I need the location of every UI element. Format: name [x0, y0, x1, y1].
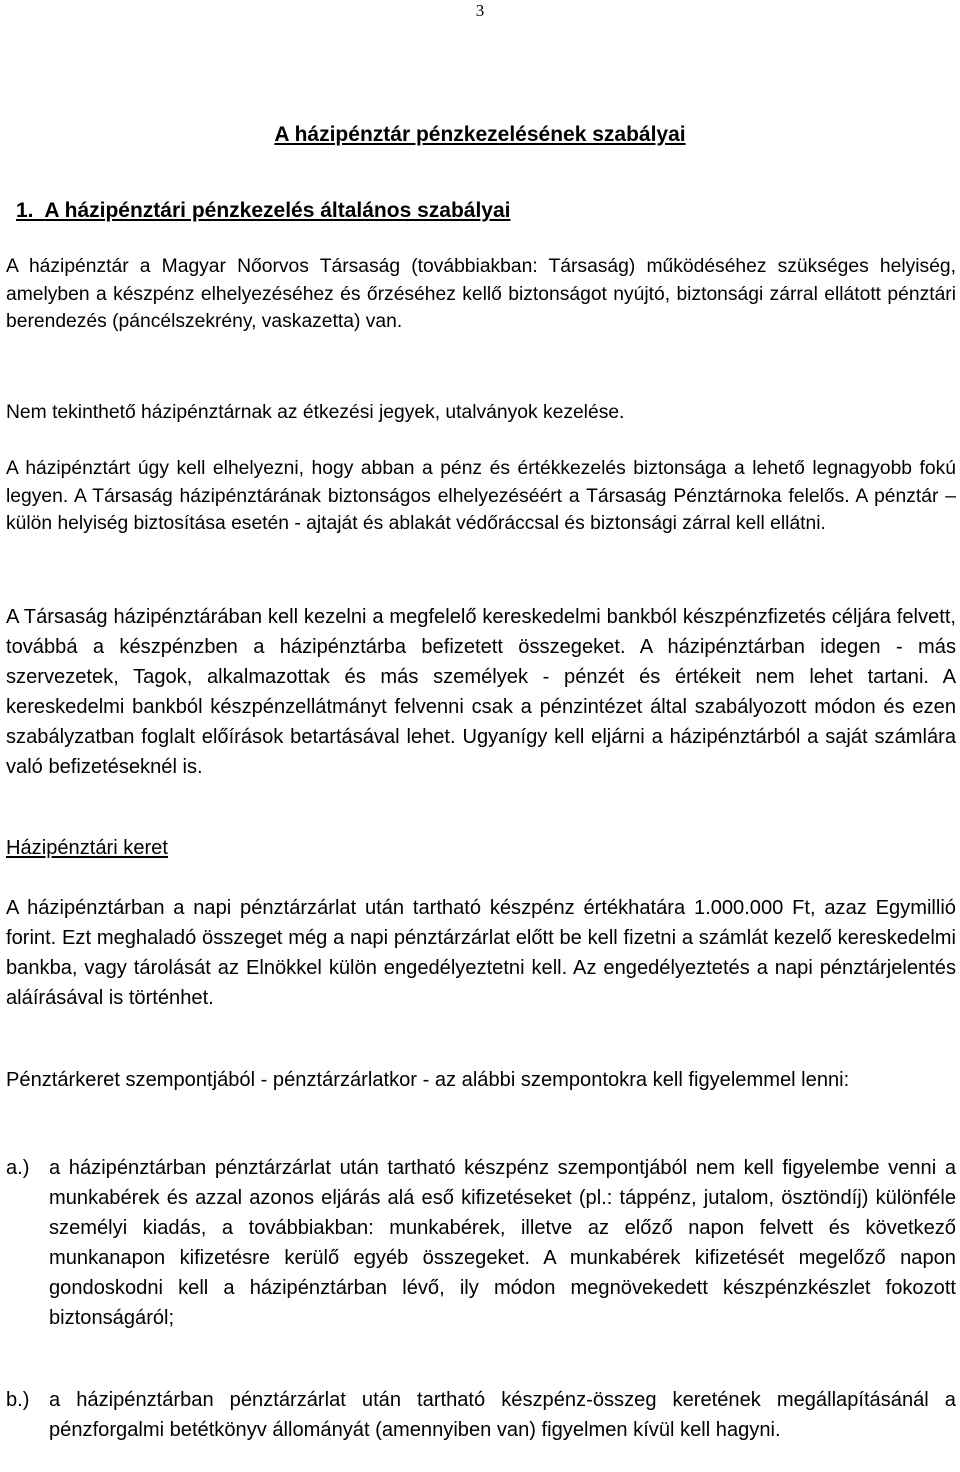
page-title: A házipénztár pénzkezelésének szabályai — [274, 123, 686, 146]
list-marker: b.) — [6, 1389, 30, 1411]
list-item-text: a házipénztárban pénztárzárlat után tartható készpénz-összeg keretének megállapításánál a pénzforgalmi betétkönyv állományát (amennyiben van) figyelmen kívül kell hagyni. — [49, 1389, 956, 1441]
paragraph-keret-ertekhatar: A házipénztárban a napi pénztárzárlat után tartható készpénz értékhatára 1.000.000 Ft, azaz Egymillió forint. Ezt meghaladó összeget még a napi pénztárzárlat előtt be kell fizetni a számlát kezelő kereskedelmi bankba, vagy tárolását az Elnökkel külön engedélyeztetni kell. Az engedélyeztetés a napi pénztárjelentés aláírásával is történhet. — [6, 897, 956, 1009]
paragraph-kezelendo-osszegek: A Társaság házipénztárában kell kezelni a megfelelő kereskedelmi bankból készpénzfizetés céljára felvett, továbbá a készpénzben a házipénztárba befizetett összegeket. A házipénztárban idegen - más szervezetek, Tagok, alkalmazottak és más személyek - pénzét és értékeit nem lehet tartani. A kereskedelmi bankból készpénzellátmányt felvenni csak a pénzintézet által szabályozott módon és ezen szabályzatban foglalt előírások betartásával lehet. Ugyanígy kell eljárni a házipénztárból a saját számlára való befizetéseknél is. — [6, 606, 956, 778]
paragraph-etkezesi-jegyek: Nem tekinthető házipénztárnak az étkezési jegyek, utalványok kezelése. — [6, 402, 625, 423]
page-number: 3 — [475, 1, 485, 20]
paragraph-elhelyezes: A házipénztárt úgy kell elhelyezni, hogy abban a pénz és értékkezelés biztonsága a lehető legnagyobb fokú legyen. A Társaság házipénztárának biztonságos elhelyezéséért a Társaság Pénztárnoka felelős. A pénztár – külön helyiség biztosítása esetén - ajtaját és ablakát védőráccsal és biztonsági zárral kell ellátni. — [6, 458, 956, 535]
section-title: A házipénztári pénzkezelés általános szabályai — [44, 199, 511, 222]
list-item-a — [6, 1153, 956, 1333]
section-number: 1. — [16, 199, 34, 222]
section-heading — [16, 197, 510, 225]
list-item-text: a házipénztárban pénztárzárlat után tartható készpénz szempontjából nem kell figyelembe venni a munkabérek és azzal azonos eljárás alá eső kifizetéseket (pl.: táppénz, jutalom, ösztöndíj) különféle személyi kiadás, a továbbiakban: munkabérek, illetve az előző napon felvett és következő munkanapon kifizetésre kerülő egyéb összegeket. A munkabérek kifizetését megelőző napon gondoskodni kell a házipénztárban lévő, ily módon megnövekedett készpénzkészlet fokozott biztonságáról; — [49, 1157, 956, 1329]
paragraph-hazipenztar-definition: A házipénztár a Magyar Nőorvos Társaság (továbbiakban: Társaság) működéséhez szükséges helyiség, amelyben a készpénz elhelyezéséhez és őrzéséhez kellő biztonságot nyújtó, biztonsági zárral ellátott pénztári berendezés (páncélszekrény, vaskazetta) van. — [6, 256, 956, 333]
subheading-hazipenztari-keret: Házipénztári keret — [6, 837, 168, 859]
list-marker: a.) — [6, 1157, 30, 1179]
list-item-b — [6, 1385, 956, 1445]
paragraph-penztarkeret-szempontok: Pénztárkeret szempontjából - pénztárzárlatkor - az alábbi szempontokra kell figyelemmel lenni: — [6, 1069, 850, 1091]
